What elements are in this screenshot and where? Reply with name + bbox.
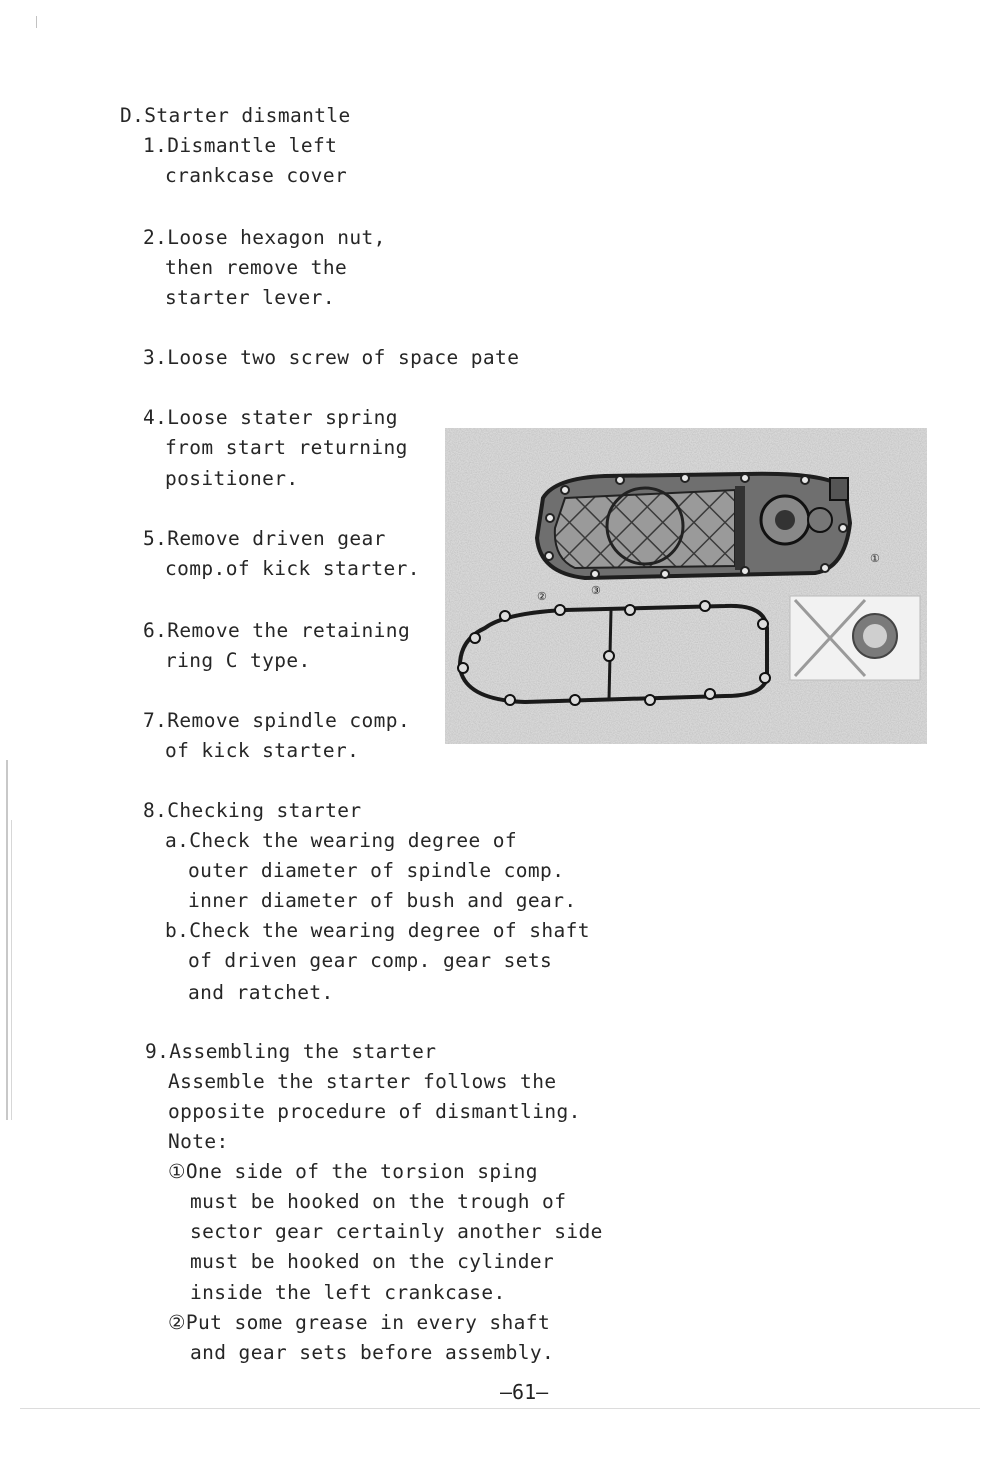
- step-7-line-1: 7.Remove spindle comp.: [143, 709, 411, 732]
- step-4-line-2: from start returning: [165, 436, 408, 459]
- note-1-line-5: inside the left crankcase.: [190, 1281, 506, 1304]
- photo-label-1: ①: [870, 552, 880, 565]
- step-5-line-2: comp.of kick starter.: [165, 557, 420, 580]
- step-7-line-2: of kick starter.: [165, 739, 360, 762]
- note-2-line-2: and gear sets before assembly.: [190, 1341, 555, 1364]
- note-1-line-1: ①One side of the torsion sping: [168, 1160, 538, 1183]
- step-2-line-2: then remove the: [165, 256, 348, 279]
- note-1-line-2: must be hooked on the trough of: [190, 1190, 567, 1213]
- step-8-heading: 8.Checking starter: [143, 799, 362, 822]
- note-1-line-4: must be hooked on the cylinder: [190, 1250, 555, 1273]
- step-6-line-1: 6.Remove the retaining: [143, 619, 411, 642]
- step-6-line-2: ring C type.: [165, 649, 311, 672]
- photo-label-3: ③: [591, 584, 601, 597]
- step-8-line-b1: b.Check the wearing degree of shaft: [165, 919, 590, 942]
- step-4-line-1: 4.Loose stater spring: [143, 406, 398, 429]
- step-8-line-b3: and ratchet.: [188, 981, 334, 1004]
- step-2-line-1: 2.Loose hexagon nut,: [143, 226, 386, 249]
- step-3-line-1: 3.Loose two screw of space pate: [143, 346, 520, 369]
- step-8-line-a2: outer diameter of spindle comp.: [188, 859, 565, 882]
- step-9-line-3: opposite procedure of dismantling.: [168, 1100, 581, 1123]
- step-2-line-3: starter lever.: [165, 286, 335, 309]
- step-1-line-2: crankcase cover: [165, 164, 348, 187]
- note-2-line-1: ②Put some grease in every shaft: [168, 1311, 551, 1334]
- step-1-line-1: 1.Dismantle left: [143, 134, 338, 157]
- page-number: —61—: [500, 1380, 549, 1404]
- step-8-line-a1: a.Check the wearing degree of: [165, 829, 518, 852]
- step-4-line-3: positioner.: [165, 467, 299, 490]
- section-title: D.Starter dismantle: [120, 104, 351, 127]
- note-label: Note:: [168, 1130, 229, 1153]
- step-5-line-1: 5.Remove driven gear: [143, 527, 386, 550]
- step-8-line-b2: of driven gear comp. gear sets: [188, 949, 553, 972]
- step-9-heading: 9.Assembling the starter: [145, 1040, 437, 1063]
- step-9-line-2: Assemble the starter follows the: [168, 1070, 557, 1093]
- note-1-line-3: sector gear certainly another side: [190, 1220, 603, 1243]
- step-8-line-a3: inner diameter of bush and gear.: [188, 889, 577, 912]
- photo-label-2: ②: [537, 590, 547, 603]
